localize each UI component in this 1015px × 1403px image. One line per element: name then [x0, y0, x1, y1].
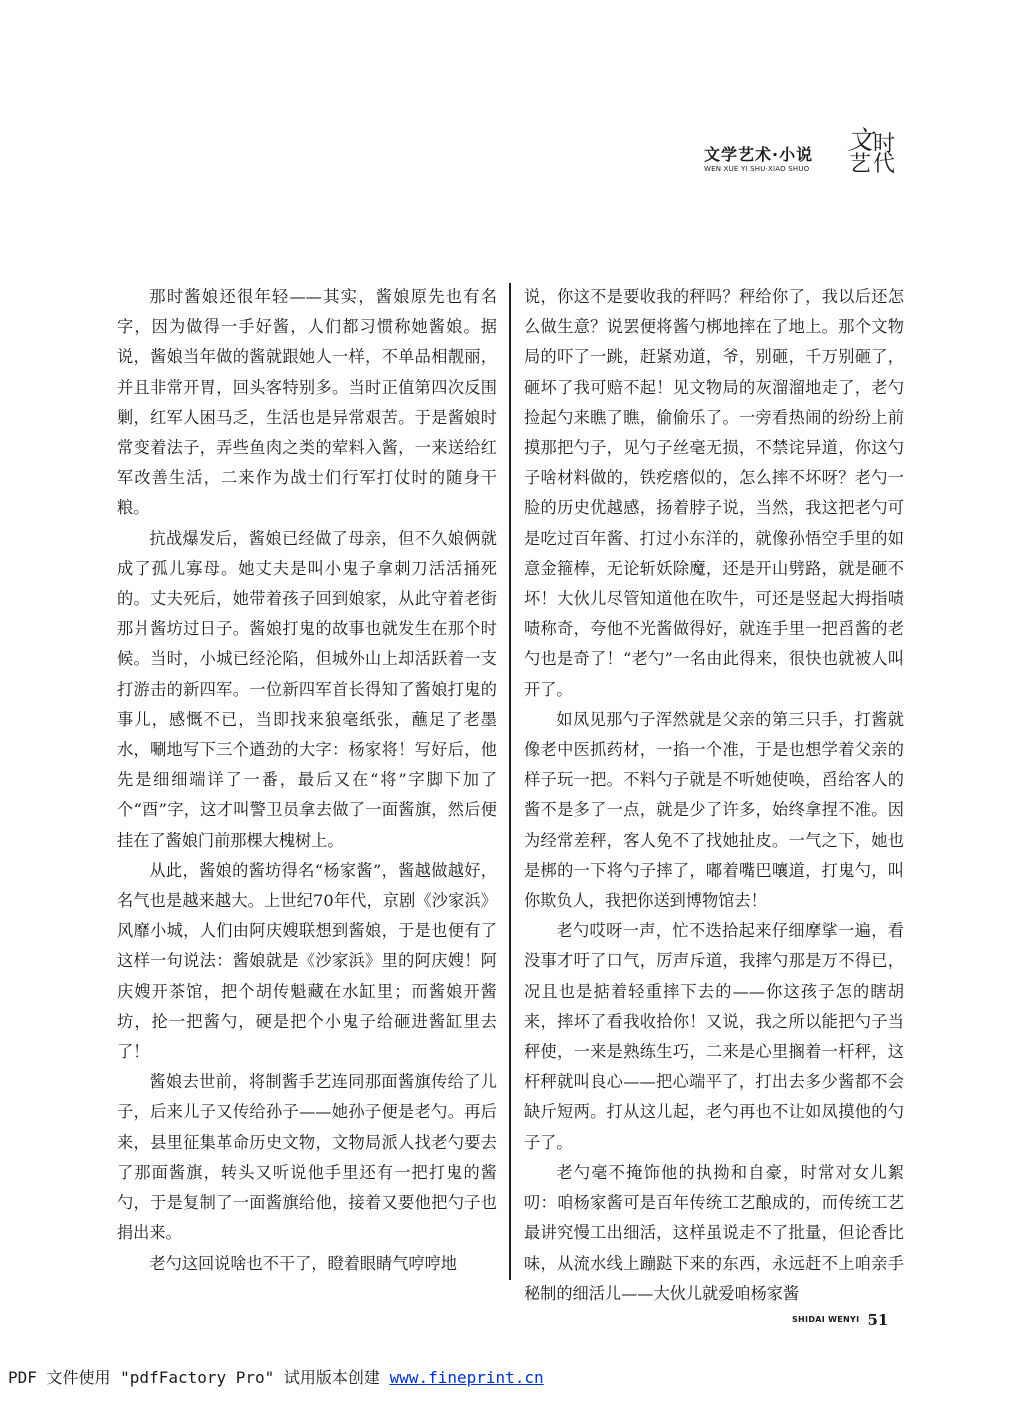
magazine-logo [843, 126, 899, 177]
left-column [117, 282, 497, 1279]
logo-char-wen: 文 [847, 126, 874, 156]
watermark-text: PDF 文件使用 "pdfFactory Pro" 试用版本创建 [8, 1368, 390, 1387]
pdf-watermark [8, 1365, 544, 1388]
logo-char-shi: 时 [873, 132, 896, 157]
paragraph: 老勺哎呀一声，忙不迭拾起来仔细摩挲一遍，看没事才吁了口气，厉声斥道，我摔勺那是万不得已，况且也是掂着轻重摔下去的——你这孩子怎的瞎胡来，摔坏了看我收拾你！又说，我之所以能把勺子当秤使，一来是熟练生巧，二来是心里搁着一杆秤，这杆秤就叫良心——把心端平了，打出去多少酱都不会缺斤短两。打从这儿起，老勺再也不让如凤摸他的勺子了。 [524, 921, 904, 1152]
paragraph: 从此，酱娘的酱坊得名“杨家酱”，酱越做越好，名气也是越来越大。上世纪70年代，京剧《沙家浜》风靡小城，人们由阿庆嫂联想到酱娘，于是也便有了这样一句说法：酱娘就是《沙家浜》里的阿庆嫂！阿庆嫂开茶馆，把个胡传魁藏在水缸里；而酱娘开酱坊，抡一把酱勺，硬是把个小鬼子给砸进酱缸里去了！ [117, 860, 497, 1062]
paragraph: 如凤见那勺子浑然就是父亲的第三只手，打酱就像老中医抓药材，一掐一个准，于是也想学着父亲的样子玩一把。不料勺子就是不听她使唤，舀给客人的酱不是多了一点，就是少了许多，始终拿捏不准。因为经常差秤，客人免不了找她扯皮。一气之下，她也是梆的一下将勺子摔了，嘟着嘴巴嚷道，打鬼勺，叫你欺负人，我把你送到博物馆去！ [524, 709, 904, 911]
footer-runner: SHIDAI WENYI [792, 1315, 860, 1324]
paragraph: 老勺毫不掩饰他的执拗和自豪，时常对女儿絮叨：咱杨家酱可是百年传统工艺酿成的，而传统工艺最讲究慢工出细活，这样虽说走不了批量，但论香比味，从流水线上蹦跶下来的东西，永远赶不上咱亲手秘制的细活儿——大伙儿就爱咱杨家酱 [524, 1162, 904, 1303]
column-divider [509, 283, 511, 1280]
paragraph: 老勺这回说啥也不干了，瞪着眼睛气哼哼地 [149, 1253, 457, 1273]
section-pinyin: WEN XUE YI SHU·XIAO SHUO [704, 165, 810, 173]
paragraph: 抗战爆发后，酱娘已经做了母亲，但不久娘俩就成了孤儿寡母。她丈夫是叫小鬼子拿刺刀活活捅死的。丈夫死后，她带着孩子回到娘家，从此守着老街那爿酱坊过日子。酱娘打鬼的故事也就发生在那个时候。当时，小城已经沦陷，但城外山上却活跃着一支打游击的新四军。一位新四军首长得知了酱娘打鬼的事儿，感慨不已，当即找来狼毫纸张，蘸足了老墨水，唰地写下三个遒劲的大字：杨家将！写好后，他先是细细端详了一番，最后又在“将”字脚下加了个“酉”字，这才叫警卫员拿去做了一面酱旗，然后便挂在了酱娘门前那棵大槐树上。 [117, 528, 497, 850]
paragraph: 那时酱娘还很年轻——其实，酱娘原先也有名字，因为做得一手好酱，人们都习惯称她酱娘。据说，酱娘当年做的酱就跟她人一样，不单品相靓丽，并且非常开胃，回头客特别多。当时正值第四次反围剿，红军人困马乏，生活也是异常艰苦。于是酱娘时常变着法子，弄些鱼肉之类的荤料入酱，一来送给红军改善生活，二来作为战士们行军打仗时的随身干粮。 [117, 287, 497, 518]
logo-char-yi: 艺 [849, 152, 872, 177]
right-column [524, 282, 904, 1309]
page-footer [792, 1309, 907, 1329]
paragraph: 酱娘去世前，将制酱手艺连同那面酱旗传给了儿子，后来儿子又传给孙子——她孙子便是老勺。再后来，县里征集革命历史文物，文物局派人找老勺要去了那面酱旗，转头又听说他手里还有一把打鬼的酱勺，于是复制了一面酱旗给他，接着又要他把勺子也捐出来。 [117, 1072, 497, 1243]
section-header [700, 126, 905, 182]
watermark-link[interactable]: www.fineprint.cn [389, 1368, 544, 1387]
logo-char-dai: 代 [873, 152, 896, 177]
page-number: 51 [867, 1310, 889, 1329]
section-title: 文学艺术·小说 [704, 145, 814, 164]
paragraph-continued: 说，你这不是要收我的秤吗？秤给你了，我以后还怎么做生意？说罢便将酱勺梆地摔在了地上。那个文物局的吓了一跳，赶紧劝道，爷，别砸，千万别砸了，砸坏了我可赔不起！见文物局的灰溜溜地走了，老勺捡起勺来瞧了瞧，偷偷乐了。一旁看热闹的纷纷上前摸那把勺子，见勺子丝毫无损，不禁诧异道，你这勺子啥材料做的，铁疙瘩似的，怎么摔不坏呀？老勺一脸的历史优越感，扬着脖子说，当然，我这把老勺可是吃过百年酱、打过小东洋的，就像孙悟空手里的如意金箍棒，无论斩妖除魔，还是开山劈路，就是砸不坏！大伙儿尽管知道他在吹牛，可还是竖起大拇指啧啧称奇，夸他不光酱做得好，就连手里一把舀酱的老勺也是奇了！“老勺”一名由此得来，很快也就被人叫开了。 [524, 287, 904, 699]
